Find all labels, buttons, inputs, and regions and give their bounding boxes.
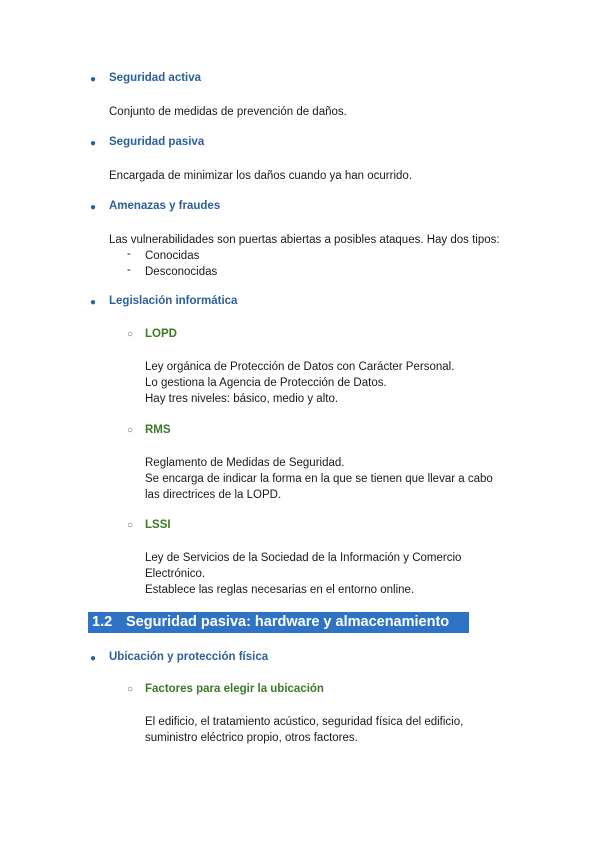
item-heading: Legislación informática	[109, 295, 238, 307]
law-line: Electrónico.	[145, 568, 206, 580]
item-heading: Seguridad pasiva	[109, 136, 205, 148]
section-number: 1.2	[92, 614, 113, 630]
bullet-icon: ●	[90, 138, 97, 149]
law-line: Lo gestiona la Agencia de Protección de Datos.	[145, 377, 387, 389]
law-line: Se encarga de indicar la forma en la que se tienen que llevar a cabo	[145, 473, 493, 485]
bullet-icon: ●	[90, 202, 97, 213]
section-heading	[88, 612, 469, 633]
law-line: Hay tres niveles: básico, medio y alto.	[145, 393, 339, 405]
circle-bullet-icon: ○	[127, 425, 134, 436]
subitem-line: suministro eléctrico propio, otros factores.	[145, 732, 358, 744]
law-line: Establece las reglas necesarias en el entorno online.	[145, 584, 415, 596]
law-line: las directrices de la LOPD.	[145, 489, 282, 501]
subitem-line: El edificio, el tratamiento acústico, seguridad física del edificio,	[145, 716, 464, 728]
circle-bullet-icon: ○	[127, 520, 134, 531]
item-heading: Amenazas y fraudes	[109, 200, 221, 212]
list-item: Desconocidas	[145, 266, 218, 278]
dash-icon: -	[127, 264, 131, 276]
item-body: Encargada de minimizar los daños cuando ya han ocurrido.	[109, 170, 413, 182]
item-heading: Seguridad activa	[109, 72, 202, 84]
item-body: Conjunto de medidas de prevención de daños.	[109, 106, 347, 118]
subitem-heading: Factores para elegir la ubicación	[145, 683, 324, 695]
item-heading: Ubicación y protección física	[109, 651, 269, 663]
item-body: Las vulnerabilidades son puertas abiertas a posibles ataques. Hay dos tipos:	[109, 234, 500, 246]
circle-bullet-icon: ○	[127, 329, 134, 340]
law-line: Ley de Servicios de la Sociedad de la Información y Comercio	[145, 552, 462, 564]
section-title: Seguridad pasiva: hardware y almacenamiento	[126, 614, 450, 630]
circle-bullet-icon: ○	[127, 684, 134, 695]
law-line: Ley orgánica de Protección de Datos con Carácter Personal.	[145, 361, 455, 373]
law-heading: LSSI	[145, 519, 171, 531]
law-heading: RMS	[145, 424, 171, 436]
bullet-icon: ●	[90, 653, 97, 664]
law-line: Reglamento de Medidas de Seguridad.	[145, 457, 345, 469]
bullet-icon: ●	[90, 297, 97, 308]
list-item: Conocidas	[145, 250, 200, 262]
bullet-icon: ●	[90, 74, 97, 85]
law-heading: LOPD	[145, 328, 177, 340]
dash-icon: -	[127, 248, 131, 260]
